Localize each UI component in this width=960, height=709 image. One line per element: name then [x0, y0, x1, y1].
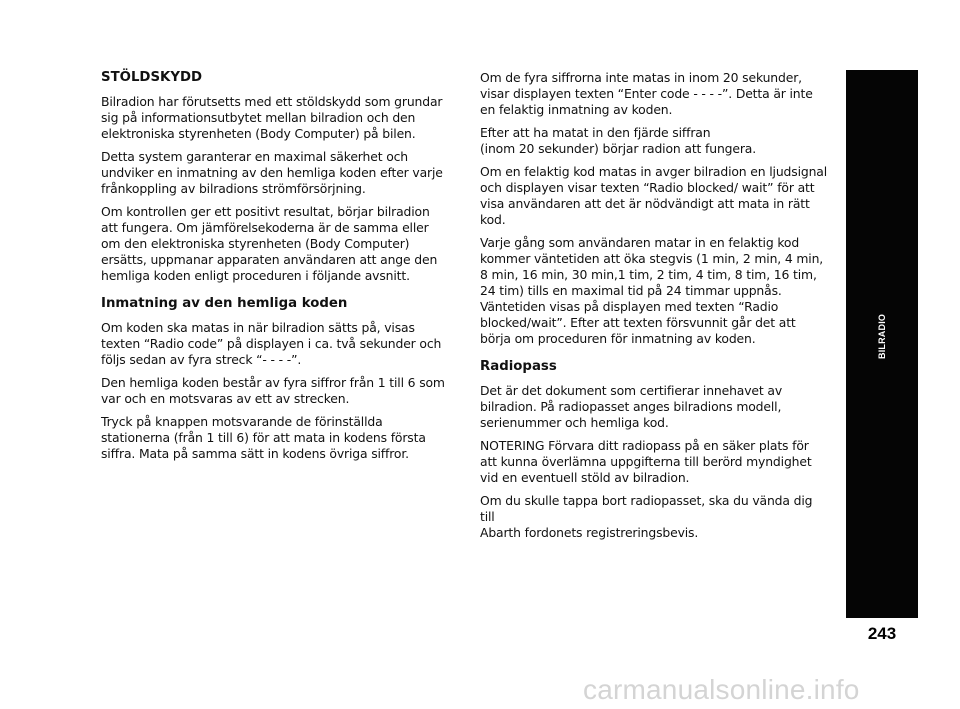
paragraph: Efter att ha matat in den fjärde siffran (inom 20 sekunder) börjar radion att fungera.: [480, 125, 757, 156]
paragraph: Den hemliga koden består av fyra siffror från 1 till 6 som var och en motsvaras av ett av strecken.: [101, 375, 445, 406]
paragraph: Bilradion har förutsetts med ett stöldskydd som grundar sig på informationsutbytet mellan bilradion och den elektroniska styrenheten (Body Computer) på bilen.: [101, 94, 443, 141]
paragraph: Varje gång som användaren matar in en felaktig kod kommer väntetiden att öka stegvis (1 min, 2 min, 4 min, 8 min, 16 min, 30 min,1 tim, 2 tim, 4 tim, 8 tim, 16 tim, 24 tim) tills en maximal tid på 24 timmar uppnås. Väntetiden visas på displayen med texten “Radio blocked/wait”. Efter att texten försvunnit går det att börja om proceduren för inmatning av koden.: [480, 235, 824, 346]
section-heading-inmatning: Inmatning av den hemliga koden: [101, 296, 348, 311]
left-column: [101, 70, 451, 469]
watermark: carmanualsonline.info: [583, 674, 860, 705]
section-heading-radiopass: Radiopass: [480, 359, 557, 374]
paragraph: Om kontrollen ger ett positivt resultat, börjar bilradion att fungera. Om jämförelsekoderna är de samma eller om den elektroniska styrenheten (Body Computer) ersätts, uppmanar apparaten användaren att ange den hemliga koden enligt proceduren i följande avsnitt.: [101, 204, 438, 283]
chapter-tab-label: BILRADIO: [877, 313, 887, 359]
paragraph: Om en felaktig kod matas in avger bilradion en ljudsignal och displayen visar texten “Radio blocked/ wait” för att visa användaren att det är nödvändigt att mata in rätt kod.: [480, 164, 828, 227]
right-column: [480, 70, 830, 548]
section-heading-stoldskydd: STÖLDSKYDD: [101, 70, 203, 85]
paragraph: Det är det dokument som certifierar innehavet av bilradion. På radiopasset anges bilradions modell, serienummer och hemliga kod.: [480, 383, 783, 430]
paragraph: Om du skulle tappa bort radiopasset, ska du vända dig till Abarth fordonets registreringsbevis.: [480, 493, 813, 540]
paragraph: Tryck på knappen motsvarande de förinställda stationerna (från 1 till 6) för att mata in kodens första siffra. Mata på samma sätt in kodens övriga siffror.: [101, 414, 426, 461]
paragraph: Om koden ska matas in när bilradion sätts på, visas texten “Radio code” på displayen i ca. två sekunder och följs sedan av fyra streck “- - - -”.: [101, 320, 442, 367]
paragraph: Om de fyra siffrorna inte matas in inom 20 sekunder, visar displayen texten “Enter code - - - -”. Detta är inte en felaktig inmatning av koden.: [480, 70, 813, 117]
paragraph: NOTERING Förvara ditt radiopass på en säker plats för att kunna överlämna uppgifterna till berörd myndighet vid en eventuell stöld av bilradion.: [480, 438, 812, 485]
paragraph: Detta system garanterar en maximal säkerhet och undviker en inmatning av den hemliga koden efter varje frånkoppling av bilradions strömförsörjning.: [101, 149, 443, 196]
page-number: 243: [867, 624, 897, 643]
